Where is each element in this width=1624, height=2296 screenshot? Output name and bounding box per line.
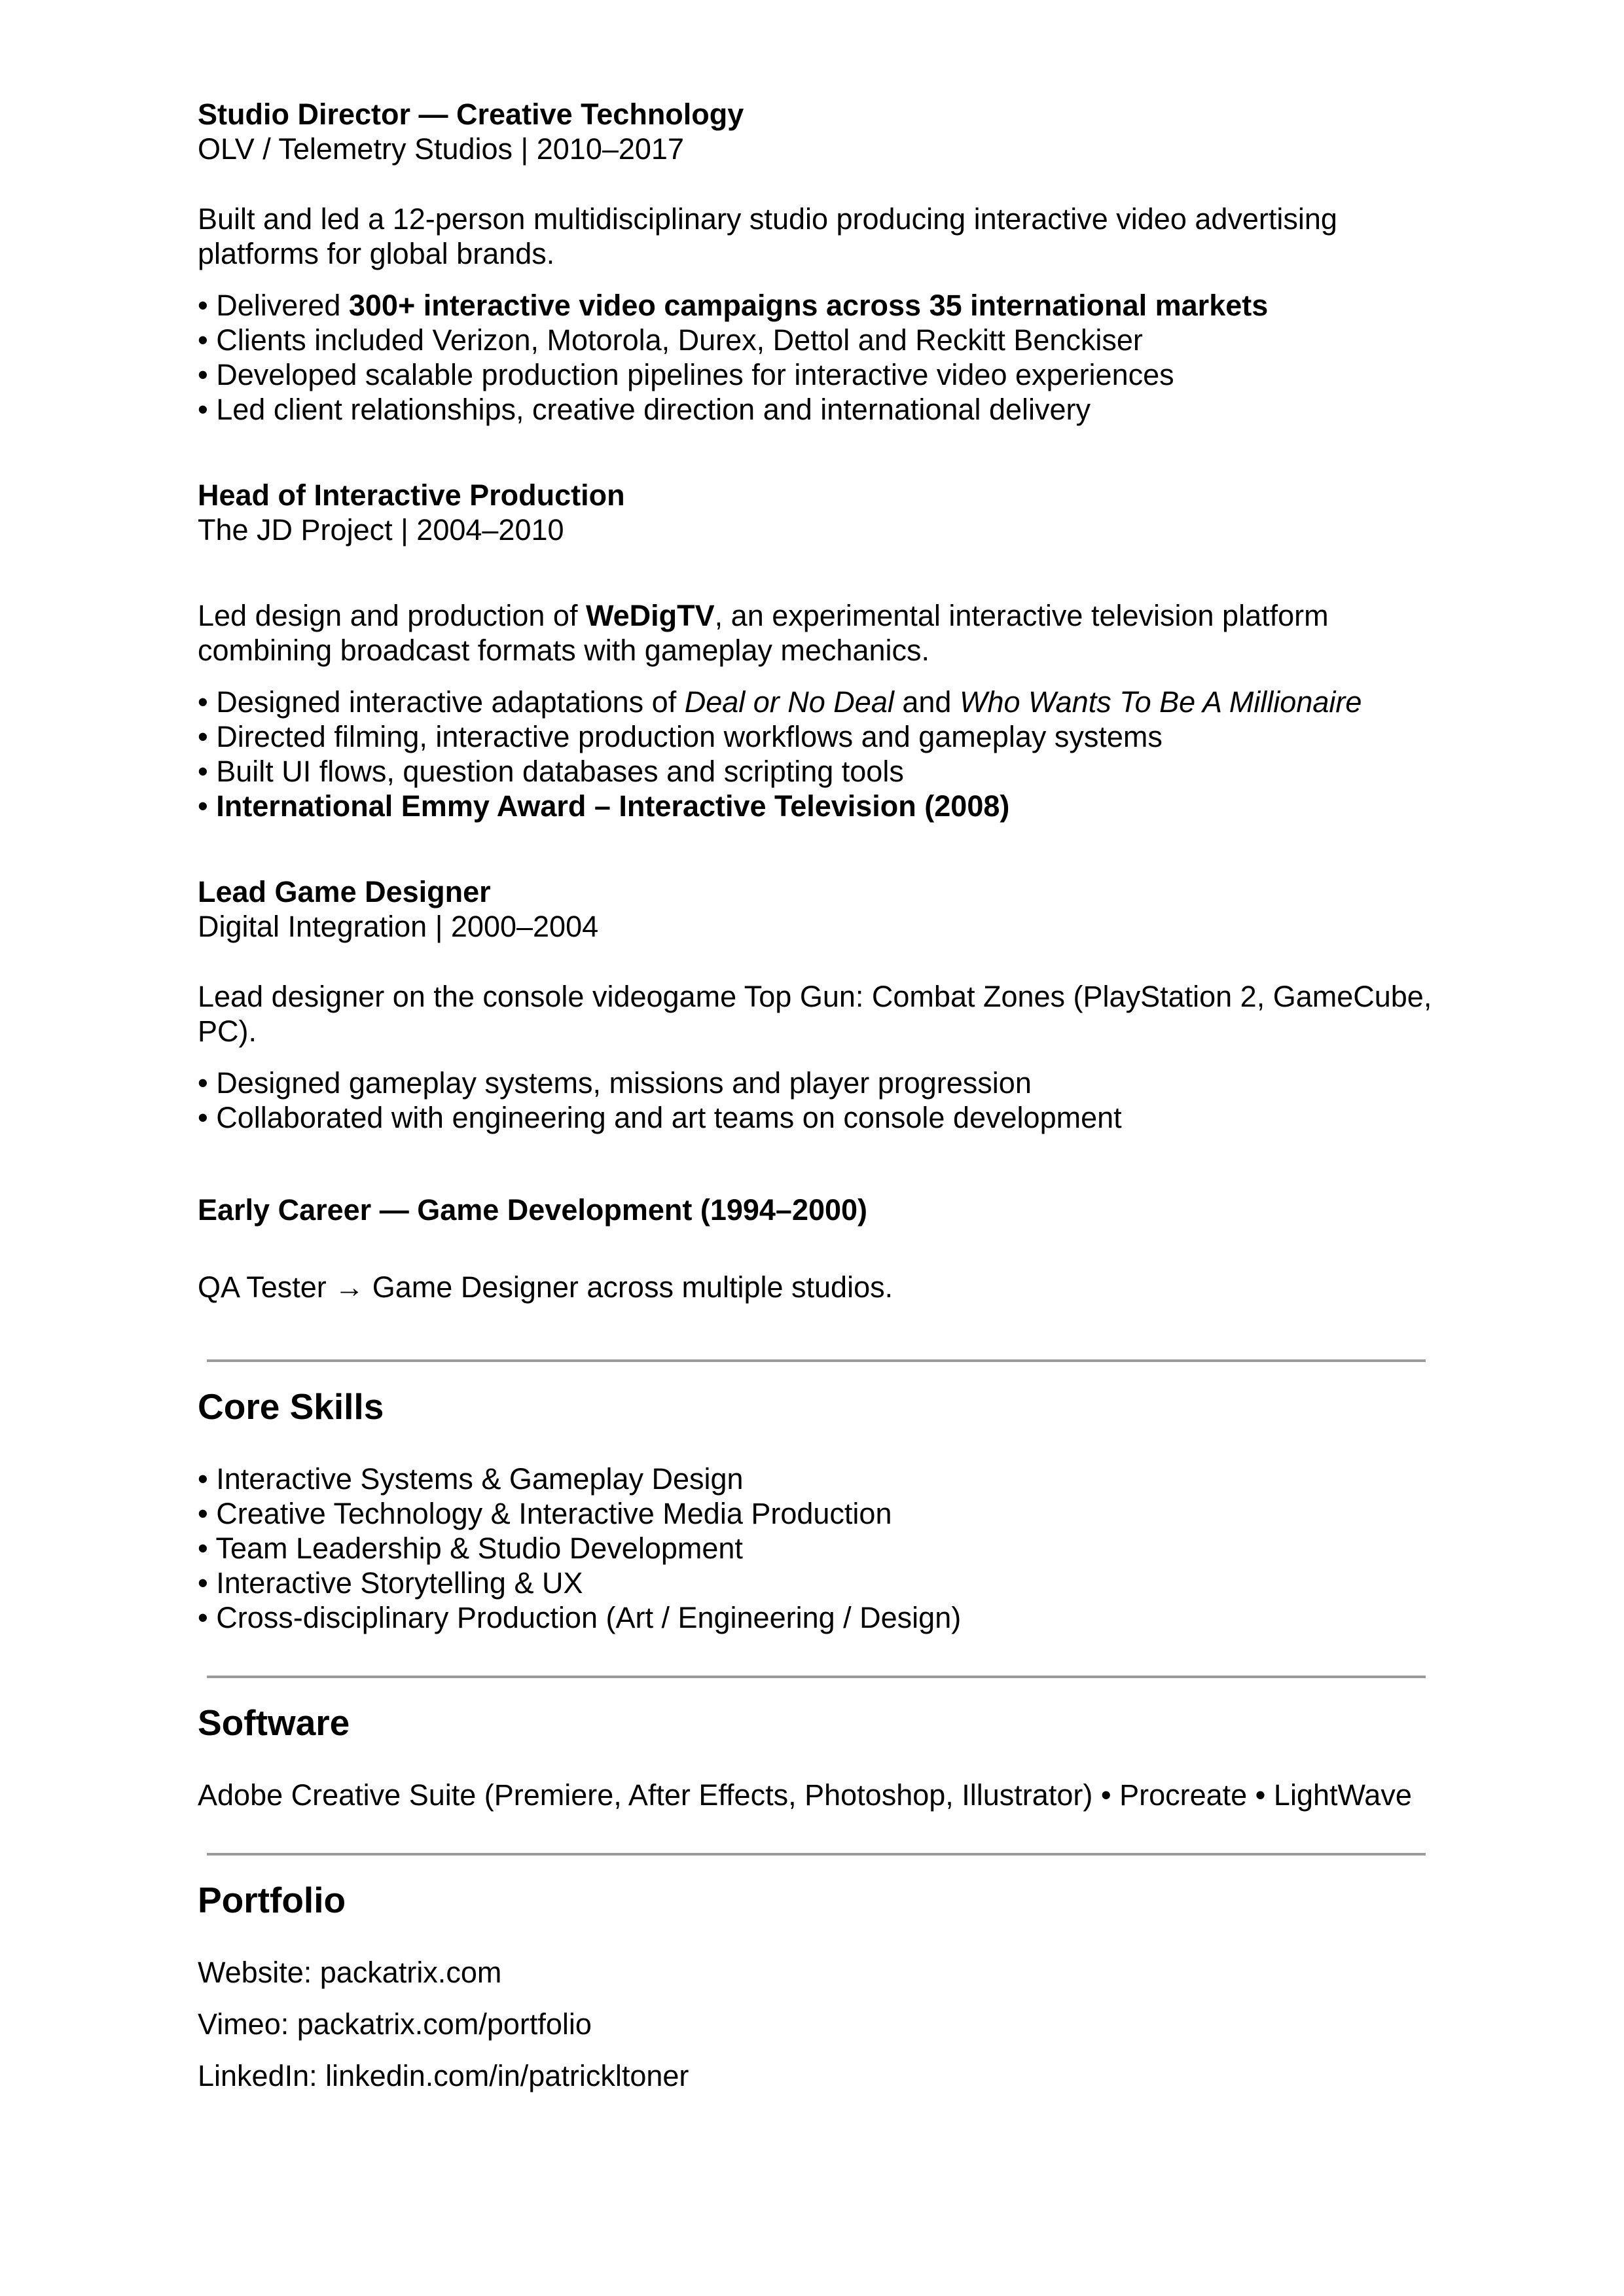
job-summary: Built and led a 12-person multidisciplinary studio producing interactive video advertising platforms for global brands. <box>198 202 1337 270</box>
job-title: Early Career — Game Development (1994–2000) <box>198 1193 868 1227</box>
bullet-item: • Designed gameplay systems, missions and player progression <box>198 1066 1032 1100</box>
job-summary: QA Tester → Game Designer across multiple studios. <box>198 1270 893 1304</box>
bullet-item: • Clients included Verizon, Motorola, Durex, Dettol and Reckitt Benckiser <box>198 323 1143 357</box>
job-bullets <box>198 288 1441 427</box>
section-divider <box>207 1853 1426 1856</box>
job-summary: Led design and production of WeDigTV, an experimental interactive television platform combining broadcast formats with gameplay mechanics. <box>198 599 1329 667</box>
section-divider <box>207 1359 1426 1362</box>
bullet-item: • Led client relationships, creative direction and international delivery <box>198 393 1091 426</box>
skill-item: • Interactive Systems & Gameplay Design <box>198 1462 744 1496</box>
job-early-career <box>198 1193 1441 1304</box>
job-title: Studio Director — Creative Technology <box>198 98 744 131</box>
job-lead-game-designer <box>198 874 1441 1135</box>
job-bullets <box>198 1066 1441 1135</box>
bullet-item: • Directed filming, interactive production workflows and gameplay systems <box>198 720 1163 753</box>
skill-item: • Cross-disciplinary Production (Art / Engineering / Design) <box>198 1601 962 1634</box>
portfolio-section <box>198 1879 1441 2093</box>
portfolio-vimeo: Vimeo: packatrix.com/portfolio <box>198 2007 592 2041</box>
section-divider <box>207 1676 1426 1678</box>
skill-item: • Team Leadership & Studio Development <box>198 1532 743 1565</box>
software-section <box>198 1702 1441 1812</box>
bullet-item: • Collaborated with engineering and art teams on console development <box>198 1101 1122 1134</box>
job-bullets <box>198 685 1441 823</box>
portfolio-website: Website: packatrix.com <box>198 1956 502 1989</box>
job-head-interactive-production <box>198 478 1441 823</box>
job-summary: Lead designer on the console videogame Top Gun: Combat Zones (PlayStation 2, GameCube, PC). <box>198 980 1432 1048</box>
job-title: Head of Interactive Production <box>198 478 625 512</box>
job-meta: The JD Project | 2004–2010 <box>198 513 564 547</box>
section-heading: Core Skills <box>198 1386 384 1427</box>
portfolio-linkedin: LinkedIn: linkedin.com/in/patrickltoner <box>198 2059 689 2092</box>
job-meta: Digital Integration | 2000–2004 <box>198 910 599 943</box>
section-heading: Software <box>198 1702 350 1743</box>
core-skills-section <box>198 1386 1441 1635</box>
resume-content <box>198 97 1441 2110</box>
skills-list <box>198 1462 1441 1635</box>
bullet-item: • Developed scalable production pipelines for interactive video experiences <box>198 358 1174 391</box>
section-heading: Portfolio <box>198 1880 346 1920</box>
bullet-item: • Delivered 300+ interactive video campaigns across 35 international markets <box>198 289 1269 322</box>
job-meta: OLV / Telemetry Studios | 2010–2017 <box>198 132 684 166</box>
bullet-item: • International Emmy Award – Interactive Television (2008) <box>198 789 1010 823</box>
job-title: Lead Game Designer <box>198 875 491 908</box>
job-studio-director <box>198 97 1441 427</box>
skill-item: • Interactive Storytelling & UX <box>198 1566 583 1600</box>
bullet-item: • Designed interactive adaptations of Deal or No Deal and Who Wants To Be A Millionaire <box>198 685 1362 719</box>
software-list: Adobe Creative Suite (Premiere, After Effects, Photoshop, Illustrator) • Procreate • LightWave <box>198 1778 1412 1812</box>
bullet-item: • Built UI flows, question databases and scripting tools <box>198 755 904 788</box>
skill-item: • Creative Technology & Interactive Media Production <box>198 1497 892 1530</box>
